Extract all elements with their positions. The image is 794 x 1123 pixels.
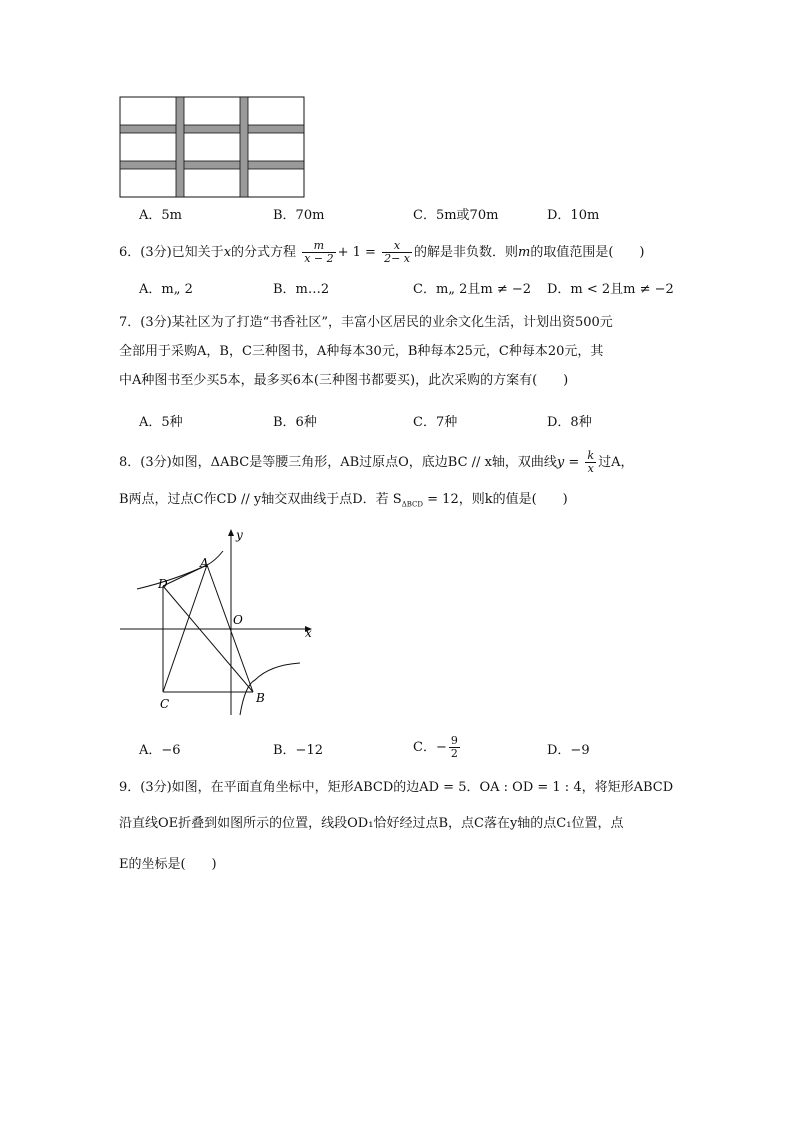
y-axis-arrow	[228, 529, 234, 536]
q6-option-d: D．m < 2且m ≠ −2	[547, 282, 674, 297]
q7-option-c: C．7种	[413, 415, 458, 430]
segment-bd	[163, 586, 253, 692]
q5-option-c: C．5m或70m	[413, 208, 499, 223]
q7-option-d: D．8种	[547, 415, 592, 430]
q8-option-b: B．−12	[273, 743, 323, 758]
label-b: B	[256, 691, 265, 705]
hyperbola-upper-branch	[137, 551, 223, 589]
road-horizontal-1	[120, 125, 304, 133]
hyperbola-lower-branch	[240, 663, 300, 715]
q6-fraction-1: $\frac{m}{x - 2}$	[304, 239, 334, 265]
grid-outer	[120, 97, 304, 197]
q8-line-1: 8．(3分)如图，ΔABC是等腰三角形，AB过原点O，底边BC // x轴，双曲线y = $\frac{k}{x}$ 过A，	[119, 449, 634, 475]
q5-option-d: D．10m	[547, 208, 600, 223]
road-vertical-1	[176, 97, 184, 197]
q9-line-1: 9．(3分)如图，在平面直角坐标中，矩形ABCD的边AD = 5．OA : OD = 1 : 4，将矩形ABCD	[119, 780, 674, 795]
q7-line-1: 7．(3分)某社区为了打造“书香社区”，丰富小区居民的业余文化生活，计划出资500元	[119, 315, 613, 330]
q7-line-3: 中A种图书至少买5本，最多买6本(三种图书都要买)，此次采购的方案有( )	[119, 373, 569, 388]
hyperbola-triangle-figure	[115, 525, 320, 720]
q8-option-c-fraction: $\frac{9}{2}$	[450, 734, 458, 760]
q9-line-3: E的坐标是( )	[119, 857, 217, 872]
q5-option-a: A．5m	[139, 208, 182, 223]
q8-option-a: A．−6	[139, 743, 181, 758]
q8-k-over-x: $\frac{k}{x}$	[587, 449, 595, 475]
road-horizontal-2	[120, 161, 304, 169]
road-grid-figure	[119, 96, 306, 198]
q6-option-a: A．m„ 2	[139, 282, 193, 297]
label-y: y	[236, 528, 243, 542]
label-d: D	[158, 577, 168, 591]
label-a: A	[200, 556, 209, 570]
label-c: C	[160, 697, 170, 711]
q6-fraction-2: $\frac{x}{2- x}$	[384, 239, 410, 265]
q6-question: 6．(3分)已知关于x的分式方程 $\frac{m}{x - 2}$ + 1 = $\frac{x}{2- x}$ 的解是非负数．则m的取值范围是( )	[119, 239, 645, 265]
q6-option-b: B．m…2	[273, 282, 330, 297]
q8-line-2: B两点，过点C作CD // y轴交双曲线于点D．若 $S_{\Delta BCD} = 12$，则k的值是( )	[119, 492, 568, 509]
q7-option-a: A．5种	[139, 415, 183, 430]
label-x: x	[305, 626, 312, 640]
q8-option-c: C．− $\frac{9}{2}$	[413, 734, 458, 760]
q7-option-b: B．6种	[273, 415, 317, 430]
q5-option-b: B．70m	[273, 208, 325, 223]
label-o: O	[233, 613, 243, 627]
road-vertical-2	[240, 97, 248, 197]
q9-line-2: 沿直线OE折叠到如图所示的位置，线段OD₁恰好经过点B，点C落在y轴的点C₁位置，点	[119, 816, 624, 831]
q6-option-c: C．m„ 2且m ≠ −2	[413, 282, 532, 297]
q7-line-2: 全部用于采购A，B，C三种图书，A种每本30元，B种每本25元，C种每本20元，其	[119, 344, 604, 359]
q8-option-d: D．−9	[547, 743, 590, 758]
